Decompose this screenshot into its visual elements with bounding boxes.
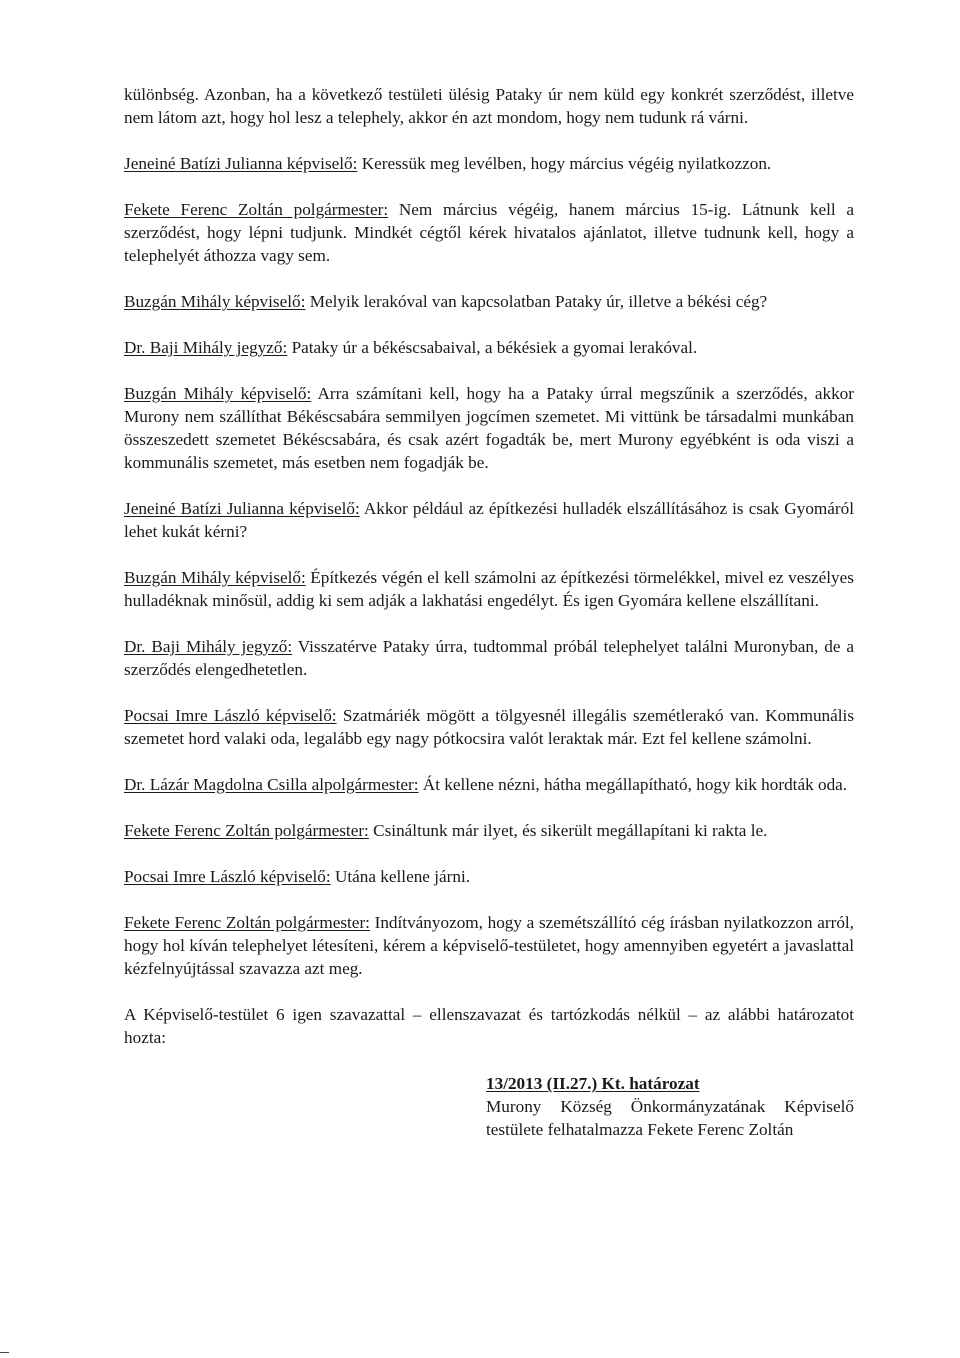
- paragraph-14: [124, 911, 854, 980]
- resolution-block: [486, 1072, 854, 1141]
- paragraph-text: Pataky úr a békéscsabaival, a békésiek a gyomai lerakóval.: [287, 338, 698, 357]
- paragraph-12: [124, 819, 854, 842]
- document-page: [124, 83, 854, 1141]
- paragraph-2: [124, 152, 854, 175]
- speaker-name: Dr. Lázár Magdolna Csilla alpolgármester:: [124, 775, 419, 794]
- speaker-name: Pocsai Imre László képviselő:: [124, 867, 331, 886]
- speaker-name: Buzgán Mihály képviselő:: [124, 292, 306, 311]
- speaker-name: Pocsai Imre László képviselő:: [124, 706, 337, 725]
- scan-edge-mark: [0, 1352, 9, 1353]
- paragraph-3: [124, 198, 854, 267]
- paragraph-9: [124, 635, 854, 681]
- paragraph-text: Visszatérve Pataky úrra, tudtommal próbál telephelyet találni Muronyban, de a szerződés elengedhetetlen.: [124, 637, 854, 679]
- paragraph-text: Arra számítani kell, hogy ha a Pataky úrral megszűnik a szerződés, akkor Murony nem szállíthat Békéscsabára semmilyen jogcímen szemetet. Mi vittünk be társadalmi munkában összeszedett szemetet Békéscsabára, és csak azért fogadták be, mert Murony egyébként is oda viszi a kommunális szemetet, más esetben nem fogadják be.: [124, 384, 854, 472]
- paragraph-5: [124, 336, 854, 359]
- paragraph-text: különbség. Azonban, ha a következő testületi ülésig Pataky úr nem küld egy konkrét szerződést, illetve nem látom azt, hogy hol lesz a telephely, akkor én azt mondom, hogy nem tudunk rá várni.: [124, 85, 854, 127]
- speaker-name: Dr. Baji Mihály jegyző:: [124, 338, 288, 357]
- paragraph-text: Át kellene nézni, hátha megállapítható, hogy kik hordták oda.: [418, 775, 848, 794]
- paragraph-11: [124, 773, 854, 796]
- paragraph-text: Csináltunk már ilyet, és sikerült megállapítani ki rakta le.: [368, 821, 768, 840]
- speaker-name: Fekete Ferenc Zoltán polgármester:: [124, 200, 389, 219]
- paragraph-text: Keressük meg levélben, hogy március végéig nyilatkozzon.: [357, 154, 772, 173]
- paragraph-text: Építkezés végén el kell számolni az építkezési törmelékkel, mivel ez veszélyes hulladéknak minősül, addig ki sem adják a lakhatási engedélyt. És igen Gyomára kellene elszállítani.: [124, 568, 854, 610]
- paragraph-8: [124, 566, 854, 612]
- speaker-name: Dr. Baji Mihály jegyző:: [124, 637, 293, 656]
- paragraph-15: [124, 1003, 854, 1049]
- paragraph-text: Akkor például az építkezési hulladék elszállításához is csak Gyomáról lehet kukát kérni?: [124, 499, 854, 541]
- speaker-name: Buzgán Mihály képviselő:: [124, 384, 312, 403]
- paragraph-10: [124, 704, 854, 750]
- paragraph-text: Melyik lerakóval van kapcsolatban Pataky úr, illetve a békési cég?: [305, 292, 768, 311]
- speaker-name: Fekete Ferenc Zoltán polgármester:: [124, 913, 370, 932]
- resolution-text: Murony Község Önkormányzatának Képviselő testülete felhatalmazza Fekete Ferenc Zoltán: [486, 1097, 854, 1139]
- paragraph-1: [124, 83, 854, 129]
- paragraph-4: [124, 290, 854, 313]
- speaker-name: Jeneiné Batízi Julianna képviselő:: [124, 499, 360, 518]
- paragraph-text: A Képviselő-testület 6 igen szavazattal – ellenszavazat és tartózkodás nélkül – az alábbi határozatot hozta:: [124, 1005, 854, 1047]
- paragraph-text: Indítványozom, hogy a szemétszállító cég írásban nyilatkozzon arról, hogy hol kíván telephelyet létesíteni, kérem a képviselő-testületet, hogy amennyiben egyetért a javaslattal kézfelnyújtással szavazza azt meg.: [124, 913, 854, 978]
- speaker-name: Jeneiné Batízi Julianna képviselő:: [124, 154, 358, 173]
- paragraph-13: [124, 865, 854, 888]
- paragraph-text: Szatmáriék mögött a tölgyesnél illegális szemétlerakó van. Kommunális szemetet hord valaki oda, legalább egy nagy pótkocsira valót leraktak már. Ezt fel kellene számolni.: [124, 706, 855, 748]
- speaker-name: Fekete Ferenc Zoltán polgármester:: [124, 821, 369, 840]
- paragraph-text: Utána kellene járni.: [330, 867, 471, 886]
- resolution-title: 13/2013 (II.27.) Kt. határozat: [486, 1074, 700, 1093]
- paragraph-6: [124, 382, 854, 474]
- paragraph-7: [124, 497, 854, 543]
- paragraph-text: Nem március végéig, hanem március 15-ig. Látnunk kell a szerződést, hogy lépni tudjunk. Mindkét cégtől kérek hivatalos ajánlatot, illetve tudnunk kell, hogy a telephelyét áthozza vagy sem.: [124, 200, 854, 265]
- speaker-name: Buzgán Mihály képviselő:: [124, 568, 306, 587]
